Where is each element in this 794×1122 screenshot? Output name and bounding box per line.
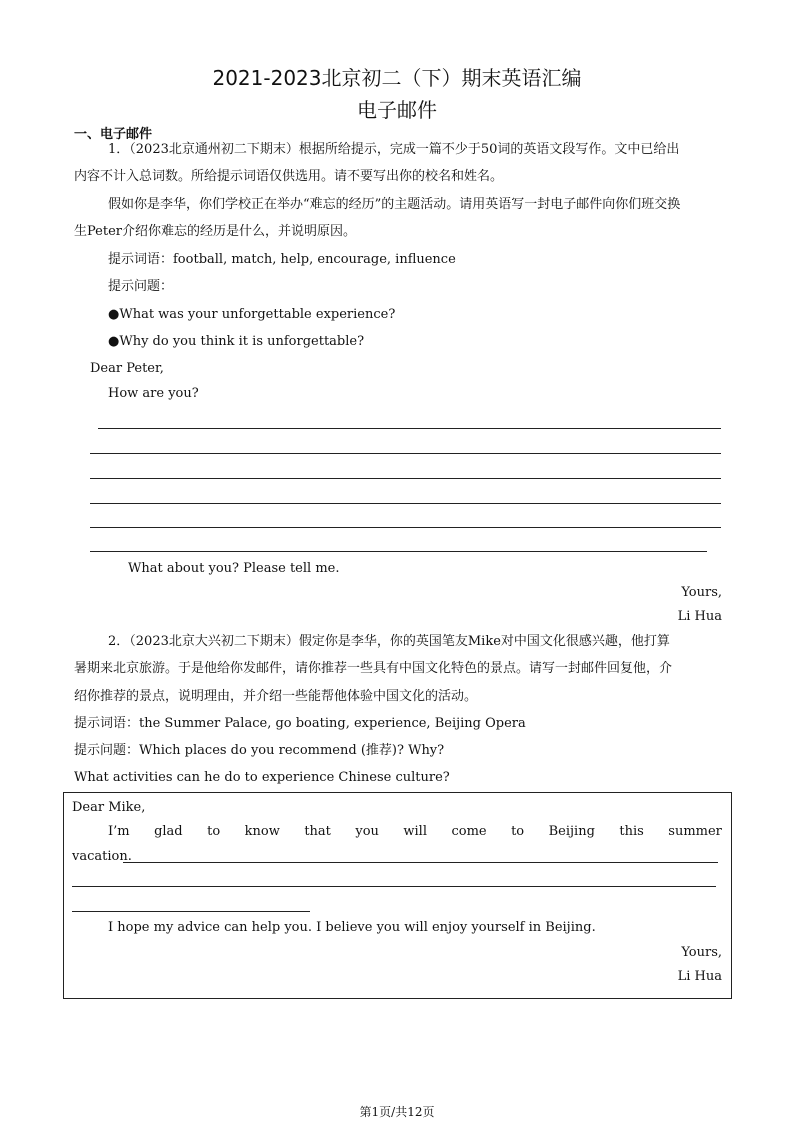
q2-opening-word: come (451, 824, 487, 839)
q2-vacation: vacation. (72, 849, 132, 864)
q2-opening-word: you (355, 824, 379, 839)
page-footer: 第1页/共12页 (359, 1105, 435, 1119)
q2-prompt-line2: 暑期来北京旅游。于是他给你发邮件，请你推荐一些具有中国文化特色的景点。请写一封邮件回复他，介 (74, 661, 673, 676)
q1-answer-line[interactable] (98, 428, 721, 429)
section-heading: 一、电子邮件 (74, 127, 153, 142)
q2-signoff: Yours, (681, 945, 722, 960)
q2-opening-word: this (619, 824, 644, 839)
q2-opening-word: summer (668, 824, 722, 839)
q2-hint-questions-2: What activities can he do to experience Chinese culture? (74, 770, 450, 785)
q1-bullet-2: ●Why do you think it is unforgettable? (108, 334, 365, 349)
q1-answer-line[interactable] (90, 551, 707, 552)
q2-opening-sentence (108, 824, 722, 840)
page-subtitle: 电子邮件 (357, 98, 437, 122)
q1-signoff: Yours, (681, 585, 722, 600)
q2-opening-word: will (403, 824, 427, 839)
q2-opening-word: Beijing (548, 824, 595, 839)
q1-hint-words: 提示词语：football, match, help, encourage, influence (108, 252, 456, 267)
q2-hint-questions: 提示问题：Which places do you recommend (推荐)? Why? (74, 743, 445, 758)
q2-opening-word: glad (154, 824, 183, 839)
q1-prompt-line4: 生Peter介绍你难忘的经历是什么，并说明原因。 (74, 224, 356, 239)
q1-greeting: Dear Peter, (90, 361, 164, 376)
q1-closing-line: What about you? Please tell me. (128, 561, 340, 576)
q1-opening: How are you? (108, 386, 199, 401)
q2-answer-line[interactable] (123, 862, 718, 863)
q1-answer-line[interactable] (90, 527, 721, 528)
q2-opening-word: that (304, 824, 331, 839)
q2-greeting: Dear Mike, (72, 800, 146, 815)
q2-opening-word: to (207, 824, 221, 839)
q1-bullet-1: ●What was your unforgettable experience? (108, 307, 396, 322)
q2-opening-word: know (244, 824, 280, 839)
q1-prompt-line2: 内容不计入总词数。所给提示词语仅供选用。请不要写出你的校名和姓名。 (74, 169, 504, 184)
q1-hint-questions-label: 提示问题： (108, 279, 174, 294)
q2-opening-word: to (511, 824, 525, 839)
q2-answer-line[interactable] (72, 911, 310, 912)
q2-hint-words: 提示词语：the Summer Palace, go boating, experience, Beijing Opera (74, 716, 526, 731)
q2-answer-line[interactable] (72, 886, 716, 887)
q2-closing-line: I hope my advice can help you. I believe you will enjoy yourself in Beijing. (108, 920, 596, 935)
q2-prompt-line1: 2．（2023北京大兴初二下期末）假定你是李华，你的英国笔友Mike对中国文化很感兴趣，他打算 (108, 634, 670, 649)
q2-name: Li Hua (677, 969, 722, 984)
q2-opening-word: I’m (108, 824, 130, 839)
q1-answer-line[interactable] (90, 503, 721, 504)
q1-prompt-line3: 假如你是李华，你们学校正在举办“难忘的经历”的主题活动。请用英语写一封电子邮件向你们班交换 (108, 197, 681, 212)
q1-name: Li Hua (677, 609, 722, 624)
q1-answer-line[interactable] (90, 478, 721, 479)
q1-prompt-line1: 1．（2023北京通州初二下期末）根据所给提示，完成一篇不少于50词的英语文段写作。文中已给出 (108, 142, 680, 157)
q2-prompt-line3: 绍你推荐的景点，说明理由，并介绍一些能帮他体验中国文化的活动。 (74, 689, 478, 704)
q1-answer-line[interactable] (90, 453, 721, 454)
page-title: 2021-2023北京初二（下）期末英语汇编 (212, 66, 582, 90)
